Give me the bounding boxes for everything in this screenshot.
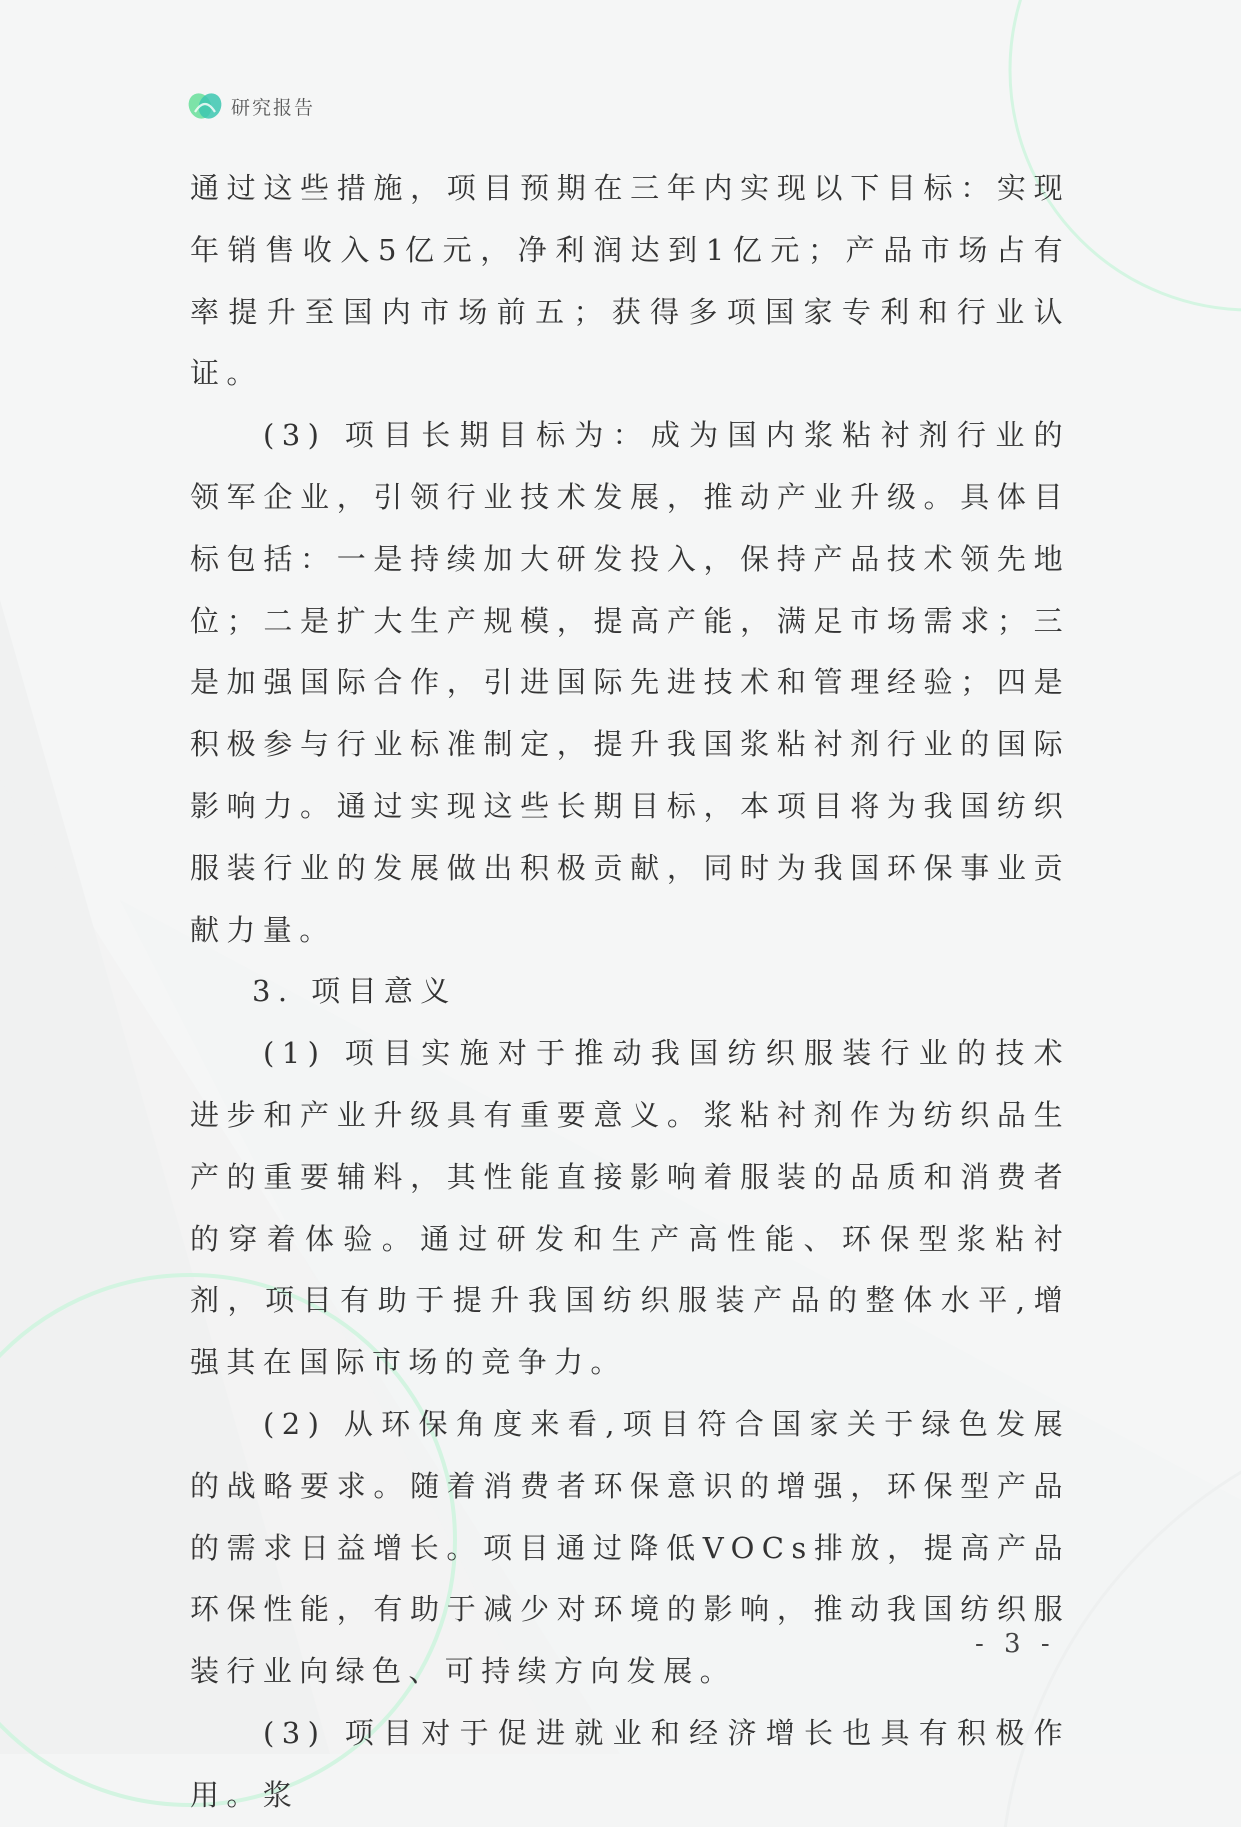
header-title: 研究报告 xyxy=(231,96,316,119)
document-body xyxy=(190,158,1070,1827)
paragraph-significance-1: (1) 项目实施对于推动我国纺织服装行业的技术进步和产业升级具有重要意义。浆粘衬剂作为纺织品生产的重要辅料，其性能直接影响着服装的品质和消费者的穿着体验。通过研发和生产高性能、环保型浆粘衬剂，项目有助于提升我国纺织服装产品的整体水平,增强其在国际市场的竞争力。 xyxy=(190,1036,1070,1380)
page-number: - 3 - xyxy=(975,1629,1056,1659)
paragraph-significance-3: (3) 项目对于促进就业和经济增长也具有积极作用。浆 xyxy=(190,1715,1070,1812)
leaf-logo-icon xyxy=(187,90,223,122)
report-header xyxy=(187,88,315,124)
paragraph-targets: 通过这些措施，项目预期在三年内实现以下目标：实现年销售收入5亿元，净利润达到1亿元；产品市场占有率提升至国内市场前五；获得多项国家专利和行业认证。 xyxy=(190,171,1070,391)
section-heading-significance: 3. 项目意义 xyxy=(252,974,457,1009)
paragraph-long-term-goals: (3) 项目长期目标为：成为国内浆粘衬剂行业的领军企业，引领行业技术发展，推动产业升级。具体目标包括：一是持续加大研发投入，保持产品技术领先地位；二是扩大生产规模，提高产能，满足市场需求；三是加强国际合作，引进国际先进技术和管理经验；四是积极参与行业标准制定，提升我国浆粘衬剂行业的国际影响力。通过实现这些长期目标，本项目将为我国纺织服装行业的发展做出积极贡献，同时为我国环保事业贡献力量。 xyxy=(190,418,1070,947)
paragraph-significance-2: (2) 从环保角度来看,项目符合国家关于绿色发展的战略要求。随着消费者环保意识的增强，环保型产品的需求日益增长。项目通过降低VOCs排放，提高产品环保性能，有助于减少对环境的影响，推动我国纺织服装行业向绿色、可持续方向发展。 xyxy=(190,1406,1070,1689)
